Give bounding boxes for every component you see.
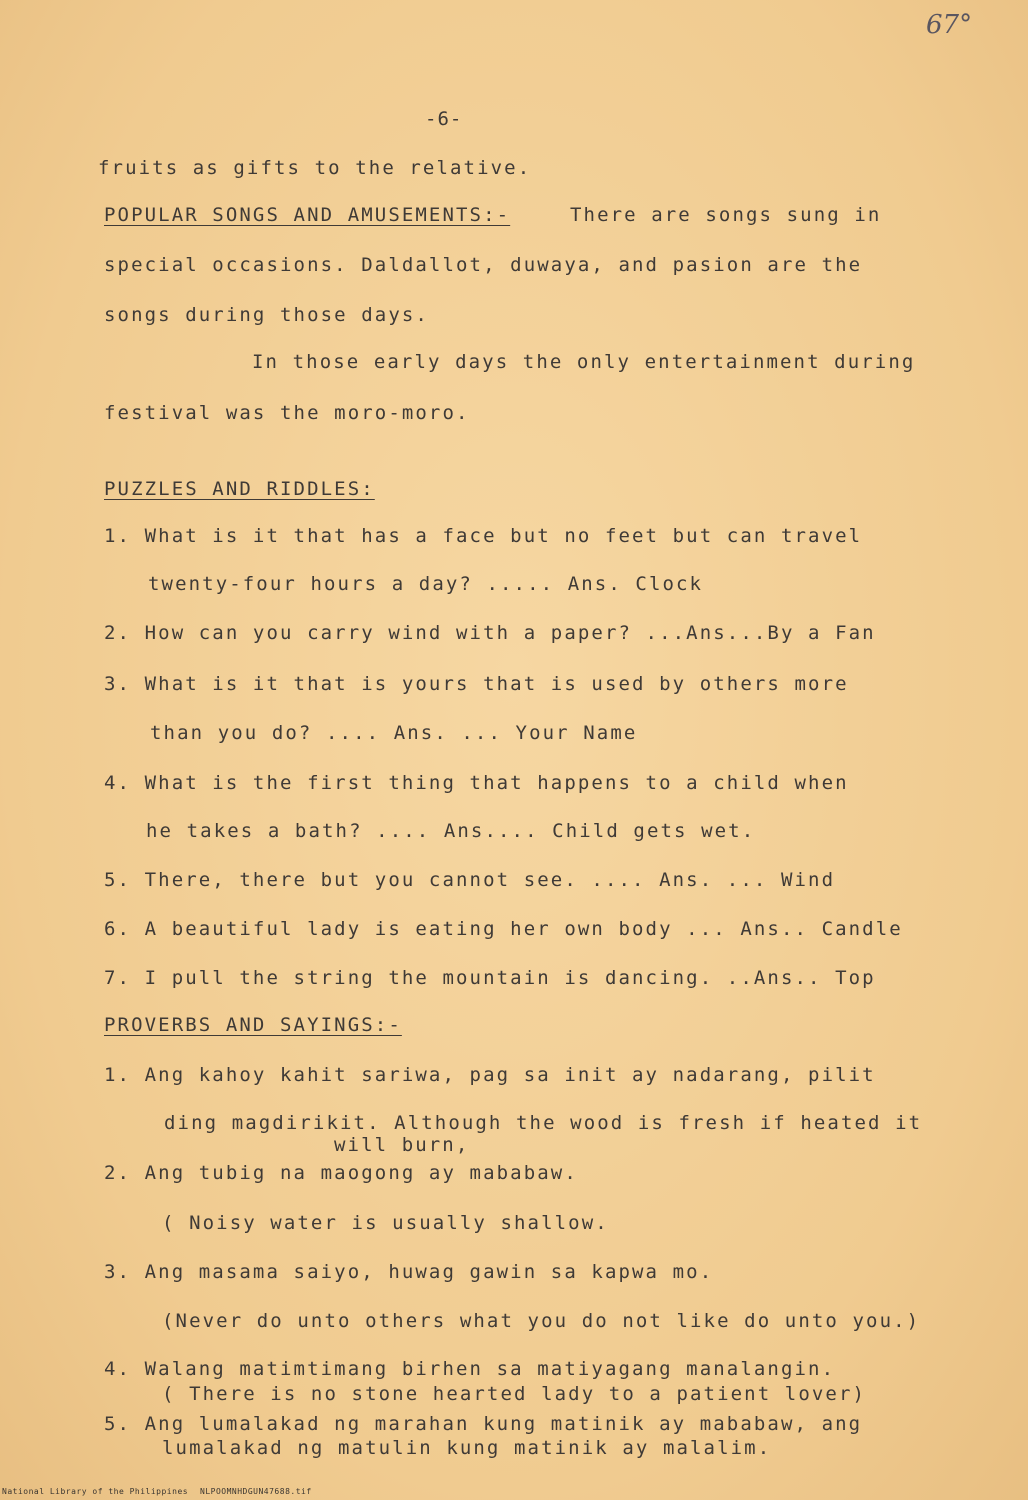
riddle-line: than you do? .... Ans. ... Your Name [150,722,638,744]
riddle-line: 1. What is it that has a face but no feet but can travel [104,525,863,547]
songs-line-3: songs during those days. [104,304,429,326]
footer-library: National Library of the Philippines [2,1487,189,1496]
proverb-line: ( There is no stone hearted lady to a patient lover) [162,1383,867,1405]
proverb-line: 2. Ang tubig na maogong ay mababaw. [104,1162,578,1184]
handwritten-page-note: 67° [926,10,973,40]
songs-line-4: In those early days the only entertainment during [252,351,916,373]
footer-filename: NLPOOMNHDGUN47688.tif [200,1487,312,1496]
songs-heading: POPULAR SONGS AND AMUSEMENTS:- [104,204,511,226]
riddle-line: 6. A beautiful lady is eating her own body ... Ans.. Candle [104,918,903,940]
proverb-line: 5. Ang lumalakad ng marahan kung matinik ay mababaw, ang [104,1413,863,1435]
proverb-line: 3. Ang masama saiyo, huwag gawin sa kapwa mo. [104,1261,714,1283]
page-number: -6- [425,108,463,130]
proverbs-heading: PROVERBS AND SAYINGS:- [104,1014,402,1036]
riddle-line: 5. There, there but you cannot see. .... Ans. ... Wind [104,869,836,891]
proverb-line: ding magdirikit. Although the wood is fresh if heated it [164,1112,923,1134]
riddle-line: 4. What is the first thing that happens to a child when [104,772,849,794]
riddle-line: 3. What is it that is yours that is used by others more [104,673,849,695]
songs-line-5: festival was the moro-moro. [104,402,470,424]
riddle-line: 2. How can you carry wind with a paper? ...Ans...By a Fan [104,622,876,644]
intro-line: fruits as gifts to the relative. [98,157,532,179]
proverb-line: ( Noisy water is usually shallow. [162,1212,609,1234]
riddle-line: twenty-four hours a day? ..... Ans. Clock [148,573,704,595]
puzzles-heading: PUZZLES AND RIDDLES: [104,478,375,500]
songs-line-2: special occasions. Daldallot, duwaya, and pasion are the [104,254,863,276]
songs-line-1: There are songs sung in [570,204,882,226]
proverb-line: will burn, [334,1134,470,1156]
proverb-line: 4. Walang matimtimang birhen sa matiyagang manalangin. [104,1358,836,1380]
riddle-line: 7. I pull the string the mountain is dancing. ..Ans.. Top [104,967,876,989]
proverb-line: (Never do unto others what you do not like do unto you.) [162,1310,921,1332]
proverb-line: 1. Ang kahoy kahit sariwa, pag sa init ay nadarang, pilit [104,1064,876,1086]
riddle-line: he takes a bath? .... Ans.... Child gets wet. [146,820,756,842]
proverb-line: lumalakad ng matulin kung matinik ay malalim. [162,1437,772,1459]
